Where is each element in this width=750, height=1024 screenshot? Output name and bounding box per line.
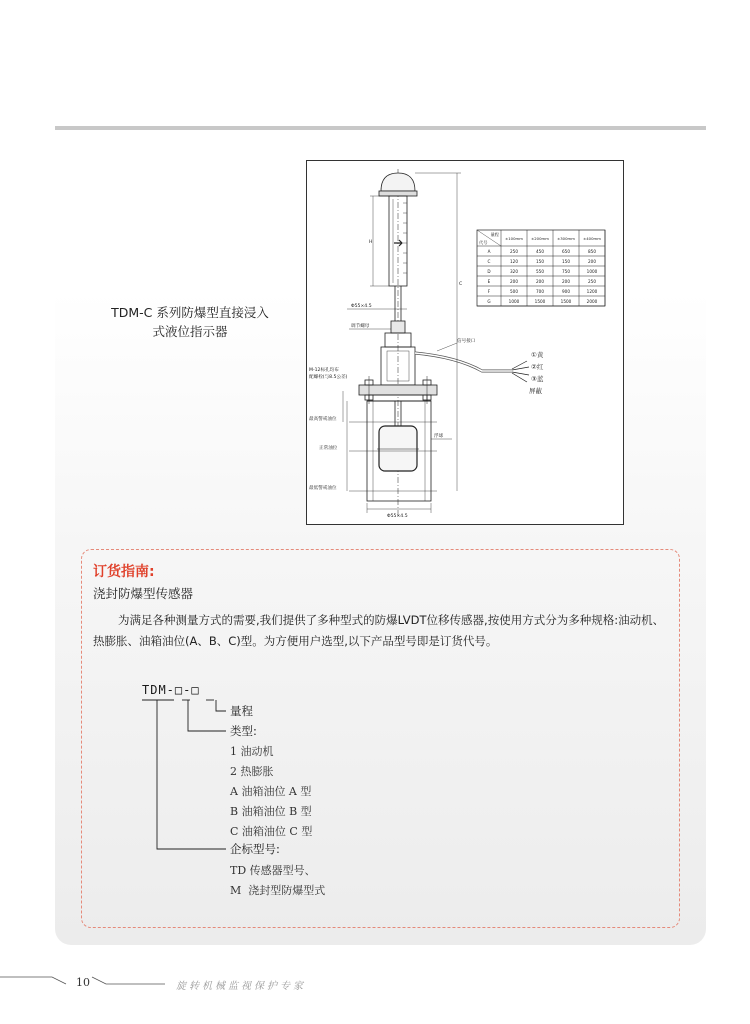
- wire-yellow-label: ①黄: [531, 351, 544, 359]
- table-header: ±100mm: [505, 236, 523, 241]
- order-guide-title: 订货指南:: [93, 564, 155, 580]
- table-cell: 550: [536, 269, 544, 274]
- table-cell: 700: [536, 289, 544, 294]
- page-number: 10: [76, 976, 90, 989]
- table-row-code: D: [487, 269, 491, 274]
- spec-table: [477, 230, 605, 306]
- table-cell: 900: [562, 289, 570, 294]
- table-cell: 150: [562, 259, 570, 264]
- model-code: TDM-□-□: [142, 683, 200, 697]
- footer-slogan: 旋转机械监视保护专家: [176, 981, 306, 992]
- dim-h-label: H: [369, 240, 373, 245]
- table-cell: 1000: [508, 299, 520, 304]
- table-cell: 2000: [586, 299, 598, 304]
- table-cell: 200: [536, 279, 544, 284]
- table-cell: 200: [562, 279, 570, 284]
- min-oil-label: 最低警戒油位: [309, 486, 337, 491]
- order-guide-description: 为满足各种测量方式的需要,我们提供了多种型式的防爆LVDT位移传感器,按使用方式分为多种规格:油动机、热膨胀、油箱油位(A、B、C)型。为方便用户选型,以下产品型号即是订货代号。: [93, 613, 665, 648]
- table-cell: 150: [536, 259, 544, 264]
- technical-drawing: [306, 160, 624, 525]
- model-code-diagram: [130, 680, 430, 900]
- table-cell: 500: [510, 289, 518, 294]
- type-label: 类型:: [230, 724, 257, 738]
- table-corner-top: 量程: [490, 232, 499, 237]
- type-option: 1 油动机: [230, 745, 274, 758]
- table-cell: 850: [588, 249, 596, 254]
- table-cell: 1500: [534, 299, 546, 304]
- range-label: 量程: [230, 704, 253, 718]
- dim-bottom-label: Φ55×4.5: [387, 514, 408, 519]
- top-rule: [55, 126, 706, 130]
- enterprise-item: TD 传感器型号、: [230, 864, 316, 877]
- dim-c-label: C: [459, 282, 463, 287]
- table-cell: 200: [510, 279, 518, 284]
- normal-oil-label: 正常油位: [319, 446, 338, 451]
- connector-label: 信号接口: [457, 339, 476, 344]
- table-row-code: F: [487, 289, 491, 294]
- enterprise-label: 企标型号:: [230, 842, 280, 856]
- max-oil-label: 最高警戒油位: [309, 417, 337, 422]
- wire-blue-label: ③蓝: [531, 375, 544, 383]
- table-header: ±400mm: [583, 236, 601, 241]
- table-cell: 250: [510, 249, 518, 254]
- bolt-note-label: 配螺栓(与8.5公差): [309, 375, 348, 380]
- type-option: B 油箱油位 B 型: [230, 805, 312, 818]
- product-title: TDM-C 系列防爆型直接浸入 式液位指示器: [111, 305, 269, 339]
- table-cell: 200: [588, 259, 596, 264]
- enterprise-item: M 浇封型防爆型式: [230, 884, 326, 897]
- table-cell: 750: [562, 269, 570, 274]
- bolt-spec-label: M-12标孔均布: [309, 368, 339, 373]
- dim-top-label: Φ55×4.5: [351, 304, 372, 309]
- type-option: 2 热膨胀: [230, 765, 274, 778]
- table-row-code: C: [487, 259, 491, 264]
- drawing-svg: [307, 161, 623, 524]
- table-cell: 120: [510, 259, 518, 264]
- footer-lines: [0, 970, 200, 990]
- table-cell: 1500: [560, 299, 572, 304]
- table-corner-bottom: 代号: [479, 240, 488, 245]
- order-guide-subtitle: 浇封防爆型传感器: [93, 586, 194, 601]
- wire-red-label: ②红: [531, 363, 544, 371]
- lock-nut-label: 调节螺母: [351, 324, 370, 329]
- type-option: A 油箱油位 A 型: [230, 785, 312, 798]
- table-cell: 1000: [586, 269, 598, 274]
- table-cell: 450: [536, 249, 544, 254]
- table-row-code: A: [487, 249, 491, 254]
- table-header: ±200mm: [531, 236, 549, 241]
- table-cell: 320: [510, 269, 518, 274]
- float-label: 浮球: [434, 434, 444, 439]
- table-cell: 250: [588, 279, 596, 284]
- table-cell: 650: [562, 249, 570, 254]
- wire-shield-label: 屏蔽: [529, 387, 542, 395]
- type-option: C 油箱油位 C 型: [230, 825, 313, 838]
- table-row-code: G: [487, 299, 491, 304]
- table-cell: 1200: [586, 289, 598, 294]
- table-row-code: E: [487, 279, 491, 284]
- table-header: ±300mm: [557, 236, 575, 241]
